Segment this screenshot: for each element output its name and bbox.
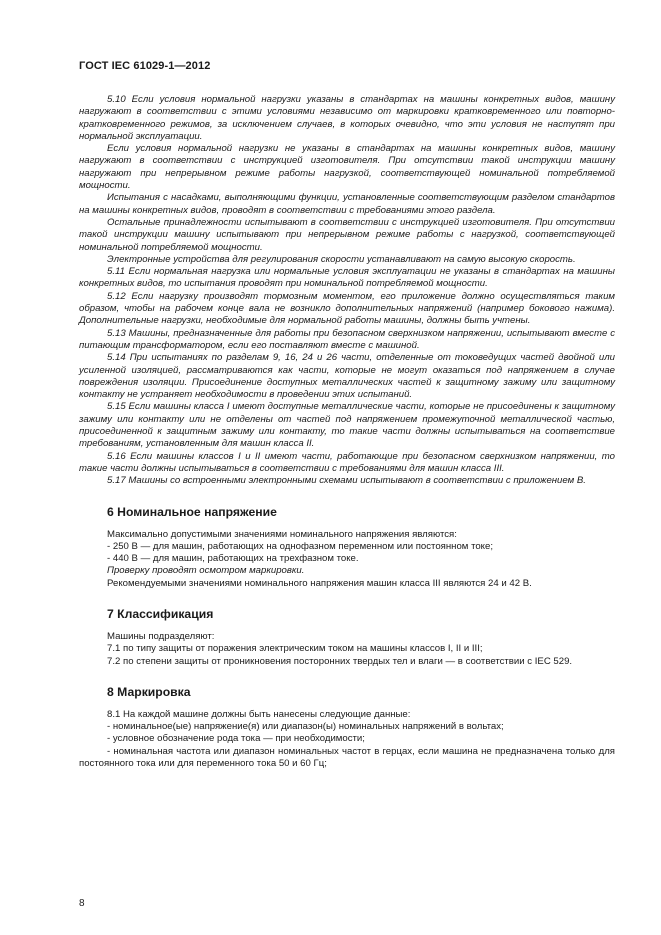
paragraph-5-11: 5.11 Если нормальная нагрузка или нормальные условия эксплуатации не указаны в стандартах на машины конкретных видов, то испытания проводят при номинальной потребляемой мощности.: [79, 266, 615, 290]
section-8-line: - условное обозначение рода тока — при необходимости;: [107, 733, 365, 745]
section-8-line: 8.1 На каждой машине должны быть нанесены следующие данные:: [107, 708, 411, 720]
section-7-line: Машины подразделяют:: [107, 630, 215, 642]
section-8-line: - номинальное(ые) напряжение(я) или диапазон(ы) номинальных напряжений в вольтах;: [107, 721, 504, 733]
paragraph-5-16: 5.16 Если машины классов I и II имеют части, работающие при безопасном сверхнизком напряжении, то такие части должны испытываться в соответствии с требованиями для машин класса III.: [79, 450, 615, 474]
page-number: 8: [79, 898, 85, 909]
section-6-line: - 250 В — для машин, работающих на однофазном переменном или постоянном токе;: [107, 540, 493, 552]
section-6-line: - 440 В — для машин, работающих на трехфазном токе.: [107, 553, 359, 565]
section-6-line: Максимально допустимыми значениями номинального напряжения являются:: [107, 528, 457, 540]
section-7-line: 7.1 по типу защиты от поражения электрическим током на машины классов I, II и III;: [107, 643, 483, 655]
paragraph: Испытания с насадками, выполняющими функции, установленные соответствующим разделом стандартов на машины конкретных видов, проводят в соответствии с требованиями этого раздела.: [79, 192, 615, 216]
section-6-recommended: Рекомендуемыми значениями номинального напряжения машин класса III являются 24 и 42 В.: [107, 577, 532, 589]
paragraph-5-12: 5.12 Если нагрузку производят тормозным моментом, его приложение должно осуществляться таким образом, чтобы на рабочем конце вала не возникло дополнительных напряжений (например бокового нажима). Дополнительные нагрузки, необходимые для нормальной работы машины, должны быть учтены.: [79, 290, 615, 327]
paragraph-5-15: 5.15 Если машины класса I имеют доступные металлические части, которые не присоединены к защитному зажиму или контакту или не отделены от частей под напряжением промежуточной металлической частью, присоединенной к защитным зажиму или контакту, то такие части должны испытываться на соответствие требованиям, установленным для машин класса II.: [79, 401, 615, 450]
section-8-line: - номинальная частота или диапазон номинальных частот в герцах, если машина не предназначена только для постоянного тока или для переменного тока 50 и 60 Гц;: [79, 745, 615, 770]
paragraph: Электронные устройства для регулирования скорости устанавливают на самую высокую скорость.: [107, 253, 576, 265]
paragraph: Остальные принадлежности испытывают в соответствии с инструкцией изготовителя. При отсутствии такой инструкции машину испытывают при непрерывном режиме работы с нагрузкой, соответствующей номинальной потребляемой мощности.: [79, 216, 615, 253]
section-6-check: Проверку проводят осмотром маркировки.: [107, 565, 305, 577]
paragraph-5-13: 5.13 Машины, предназначенные для работы при безопасном сверхнизком напряжении, испытывают вместе с питающим трансформатором, если его поставляют вместе с машиной.: [79, 327, 615, 351]
paragraph-5-14: 5.14 При испытаниях по разделам 9, 16, 24 и 26 части, отделенные от токоведущих частей двойной или усиленной изоляцией, рассматриваются как части, которые не могут оказаться под напряжением в случае повреждения изоляции. Присоединение доступных металлических частей к защитному зажиму или защитному контакту не устраняет необходимости в проведении этих испытаний.: [79, 352, 615, 401]
paragraph: Если условия нормальной нагрузки не указаны в стандартах на машины конкретных видов, машину нагружают в соответствии с инструкцией изготовителя. При отсутствии такой инструкции машину нагружают при непрерывном режиме работы нагрузкой, соответствующей номинальной потребляемой мощности.: [79, 143, 615, 192]
section-7-heading: 7 Классификация: [107, 606, 214, 621]
paragraph-5-17: 5.17 Машины со встроенными электронными схемами испытывают в соответствии с приложением В.: [107, 475, 586, 487]
section-6-heading: 6 Номинальное напряжение: [107, 504, 277, 519]
section-8-heading: 8 Маркировка: [107, 684, 191, 699]
paragraph-5-10: 5.10 Если условия нормальной нагрузки указаны в стандартах на машины конкретных видов, машину нагружают в соответствии с этими условиями независимо от маркировки кратковременного или повторно-кратковременного режимов, за исключением случаев, в которых очевидно, что эти условия не наступят при нормальной эксплуатации.: [79, 94, 615, 142]
body-text: [79, 94, 615, 770]
page-header: ГОСТ IEC 61029-1—2012: [79, 60, 211, 72]
section-7-line: 7.2 по степени защиты от проникновения посторонних твердых тел и влаги — в соответствии с IEC 529.: [107, 655, 573, 667]
